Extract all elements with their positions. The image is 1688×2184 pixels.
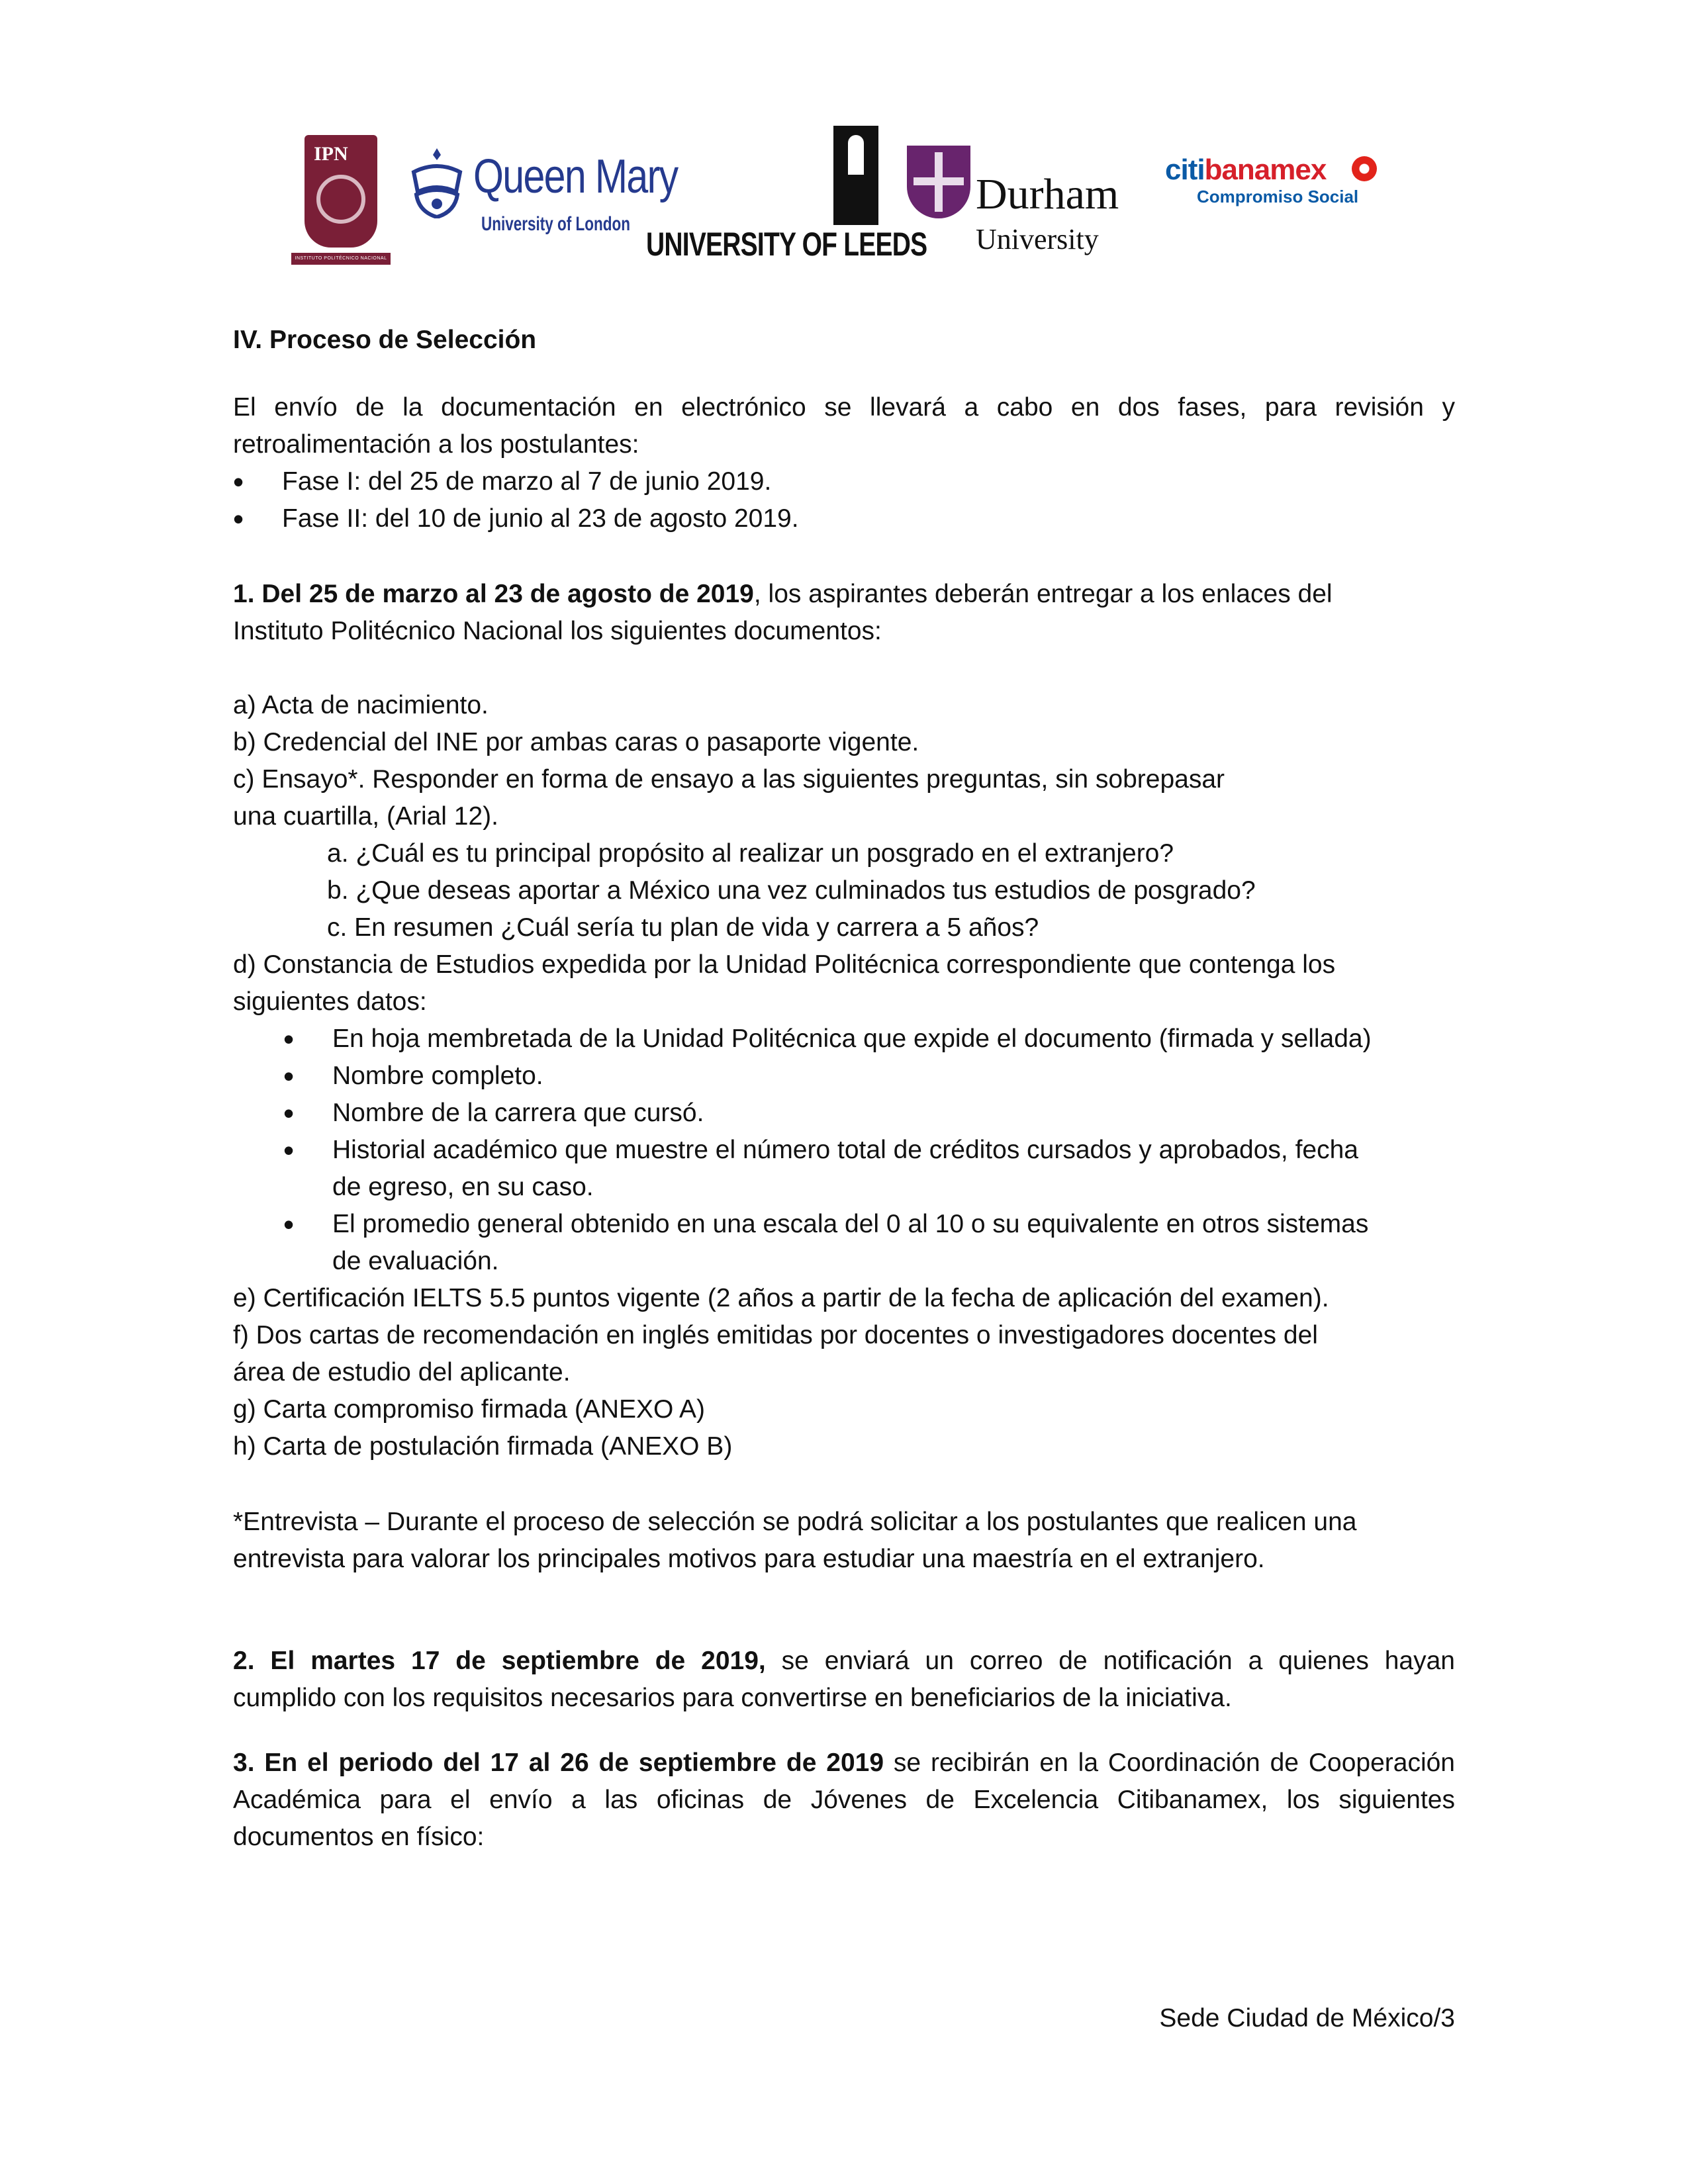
interview-line-1: *Entrevista – Durante el proceso de selección se podrá solicitar a los postulantes que realicen una bbox=[233, 1508, 1357, 1536]
queen-mary-sub: University of London bbox=[481, 213, 630, 235]
banamex-part: banamex bbox=[1204, 154, 1327, 186]
d-list-item: • Nombre completo. bbox=[332, 1058, 543, 1095]
doc-item-b: b) Credencial del INE por ambas caras o pasaporte vigente. bbox=[233, 728, 919, 756]
step-3-line-3: documentos en físico: bbox=[233, 1823, 485, 1851]
d-list-item-continuation: de egreso, en su caso. bbox=[332, 1173, 594, 1201]
queen-mary-name: Queen Mary bbox=[473, 150, 678, 203]
intro-line-2: retroalimentación a los postulantes: bbox=[233, 430, 639, 459]
ipn-mark: IPN bbox=[314, 143, 348, 165]
step-3-line-2: Académica para el envío a las oficinas de Jóvenes de Excelencia Citibanamex, los siguientes bbox=[233, 1786, 1455, 1814]
doc-item-h: h) Carta de postulación firmada (ANEXO B) bbox=[233, 1432, 733, 1461]
step-3-date: 3. En el periodo del 17 al 26 de septiembre de 2019 bbox=[233, 1749, 884, 1777]
leeds-name: UNIVERSITY OF LEEDS bbox=[646, 226, 927, 263]
doc-item-d-line-1: d) Constancia de Estudios expedida por la Unidad Politécnica correspondiente que contenga los bbox=[233, 950, 1336, 979]
essay-question: b. ¿Que deseas aportar a México una vez culminados tus estudios de posgrado? bbox=[327, 876, 1256, 905]
essay-question: a. ¿Cuál es tu principal propósito al realizar un posgrado en el extranjero? bbox=[327, 839, 1174, 868]
step-2-text: se enviará un correo de notificación a quienes hayan bbox=[765, 1647, 1455, 1675]
doc-item-c-line-1: c) Ensayo*. Responder en forma de ensayo a las siguientes preguntas, sin sobrepasar bbox=[233, 765, 1225, 794]
step-2-date: 2. El martes 17 de septiembre de 2019, bbox=[233, 1647, 766, 1675]
durham-name: Durham bbox=[976, 170, 1119, 218]
step-1-text: , los aspirantes deberán entregar a los enlaces del bbox=[753, 580, 1333, 608]
d-list-item: • Historial académico que muestre el número total de créditos cursados y aprobados, fecha bbox=[332, 1132, 1358, 1169]
queen-mary-crest-icon bbox=[407, 146, 467, 218]
step-1-line-2: Instituto Politécnico Nacional los siguientes documentos: bbox=[233, 617, 882, 645]
phase-item: • Fase II: del 10 de junio al 23 de agosto 2019. bbox=[282, 500, 799, 537]
doc-item-c-line-2: una cuartilla, (Arial 12). bbox=[233, 802, 499, 831]
durham-logo bbox=[907, 146, 1158, 265]
intro-line-1: El envío de la documentación en electrónico se llevará a cabo en dos fases, para revisión y bbox=[233, 393, 1455, 422]
interview-line-2: entrevista para valorar los principales motivos para estudiar una maestría en el extranjero. bbox=[233, 1545, 1265, 1573]
queen-mary-logo bbox=[407, 139, 678, 238]
logo-banner bbox=[291, 126, 1417, 278]
ipn-caption: INSTITUTO POLITÉCNICO NACIONAL bbox=[291, 253, 391, 265]
leeds-logo bbox=[646, 126, 927, 271]
ipn-logo bbox=[291, 135, 391, 267]
d-list-item: • En hoja membretada de la Unidad Politécnica que expide el documento (firmada y sellada) bbox=[332, 1021, 1372, 1058]
step-3-line-1 bbox=[233, 1745, 1455, 1782]
step-2-line-1 bbox=[233, 1643, 1455, 1680]
citibanamex-flower-icon bbox=[1352, 156, 1377, 181]
citi-part: citi bbox=[1165, 154, 1205, 186]
citibanamex-logo bbox=[1165, 154, 1390, 220]
doc-item-f-line-1: f) Dos cartas de recomendación en inglés emitidas por docentes o investigadores docentes del bbox=[233, 1321, 1318, 1349]
d-list-item: • Nombre de la carrera que cursó. bbox=[332, 1095, 704, 1132]
essay-question: c. En resumen ¿Cuál sería tu plan de vida y carrera a 5 años? bbox=[327, 913, 1039, 942]
doc-item-a: a) Acta de nacimiento. bbox=[233, 691, 489, 719]
section-title: IV. Proceso de Selección bbox=[233, 326, 537, 354]
step-3-text: se recibirán en la Coordinación de Cooperación bbox=[884, 1749, 1455, 1777]
doc-item-g: g) Carta compromiso firmada (ANEXO A) bbox=[233, 1395, 706, 1424]
d-list-item: • El promedio general obtenido en una escala del 0 al 10 o su equivalente en otros sistemas bbox=[332, 1206, 1368, 1243]
step-2-line-2: cumplido con los requisitos necesarios para convertirse en beneficiarios de la iniciativa. bbox=[233, 1684, 1232, 1712]
page-footer: Sede Ciudad de México/3 bbox=[1159, 2004, 1455, 2032]
step-1-date: 1. Del 25 de marzo al 23 de agosto de 2019 bbox=[233, 580, 754, 608]
citibanamex-name bbox=[1165, 154, 1326, 187]
step-1-line-1 bbox=[233, 576, 1455, 613]
durham-shield-icon bbox=[907, 146, 970, 218]
leeds-tower-icon bbox=[833, 126, 878, 225]
citibanamex-sub: Compromiso Social bbox=[1197, 187, 1359, 206]
doc-item-e: e) Certificación IELTS 5.5 puntos vigente (2 años a partir de la fecha de aplicación del examen). bbox=[233, 1284, 1329, 1312]
phase-item: • Fase I: del 25 de marzo al 7 de junio 2019. bbox=[282, 463, 771, 500]
durham-sub: University bbox=[976, 223, 1099, 255]
doc-item-f-line-2: área de estudio del aplicante. bbox=[233, 1358, 571, 1387]
d-list-item-continuation: de evaluación. bbox=[332, 1247, 499, 1275]
doc-item-d-line-2: siguientes datos: bbox=[233, 987, 427, 1016]
